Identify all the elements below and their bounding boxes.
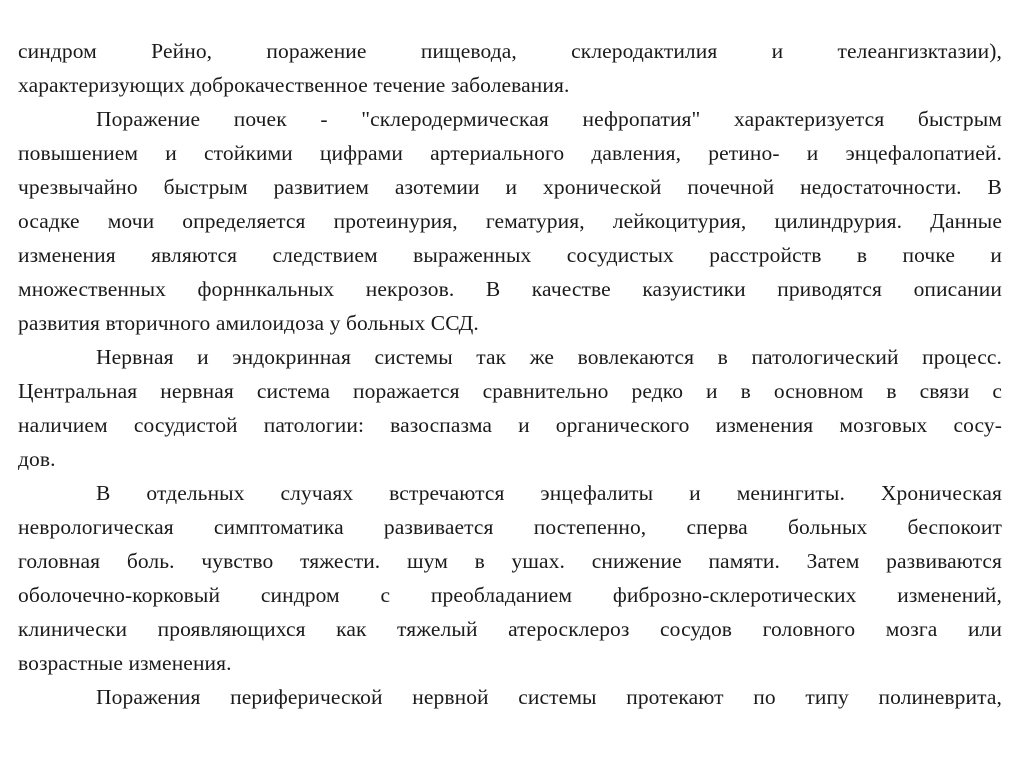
text-line: клинически проявляющихся как тяжелый атеросклероз сосудов головного мозга или [18, 617, 1002, 641]
text-line: Поражения периферической нервной системы протекают по типу полиневрита, [96, 685, 1002, 709]
text-line: возрастные изменения. [18, 651, 232, 675]
document-page [18, 34, 1002, 714]
text-line: чрезвычайно быстрым развитием азотемии и хронической почечной недостаточности. В [18, 175, 1002, 199]
text-line: оболочечно-корковый синдром с преобладанием фиброзно-склеротических изменений, [18, 583, 1002, 607]
text-line: изменения являются следствием выраженных сосудистых расстройств в почке и [18, 243, 1002, 267]
text-line: осадке мочи определяется протеинурия, гематурия, лейкоцитурия, цилиндрурия. Данные [18, 209, 1002, 233]
text-line: головная боль. чувство тяжести. шум в ушах. снижение памяти. Затем развиваются [18, 549, 1002, 573]
text-line: В отдельных случаях встречаются энцефалиты и менингиты. Хроническая [96, 481, 1002, 505]
text-line: неврологическая симптоматика развивается постепенно, сперва больных беспокоит [18, 515, 1002, 539]
paragraph [18, 476, 1002, 680]
paragraph [18, 102, 1002, 340]
text-line: синдром Рейно, поражение пищевода, склеродактилия и телеангизктазии), [18, 39, 1002, 63]
text-line: Поражение почек - "склеродермическая нефропатия" характеризуется быстрым [96, 107, 1002, 131]
text-line: наличием сосудистой патологии: вазоспазма и органического изменения мозговых сосу- [18, 413, 1002, 437]
paragraph [18, 34, 1002, 102]
paragraph [18, 340, 1002, 476]
text-line: развития вторичного амилоидоза у больных ССД. [18, 311, 479, 335]
text-line: Центральная нервная система поражается сравнительно редко и в основном в связи с [18, 379, 1002, 403]
paragraph [18, 680, 1002, 714]
text-line: дов. [18, 447, 56, 471]
text-line: повышением и стойкими цифрами артериального давления, ретино- и энцефалопатией. [18, 141, 1002, 165]
text-line: характеризующих доброкачественное течение заболевания. [18, 73, 570, 97]
text-line: множественных форннкальных некрозов. В качестве казуистики приводятся описании [18, 277, 1002, 301]
text-line: Нервная и эндокринная системы так же вовлекаются в патологический процесс. [96, 345, 1002, 369]
document-body [18, 34, 1002, 714]
